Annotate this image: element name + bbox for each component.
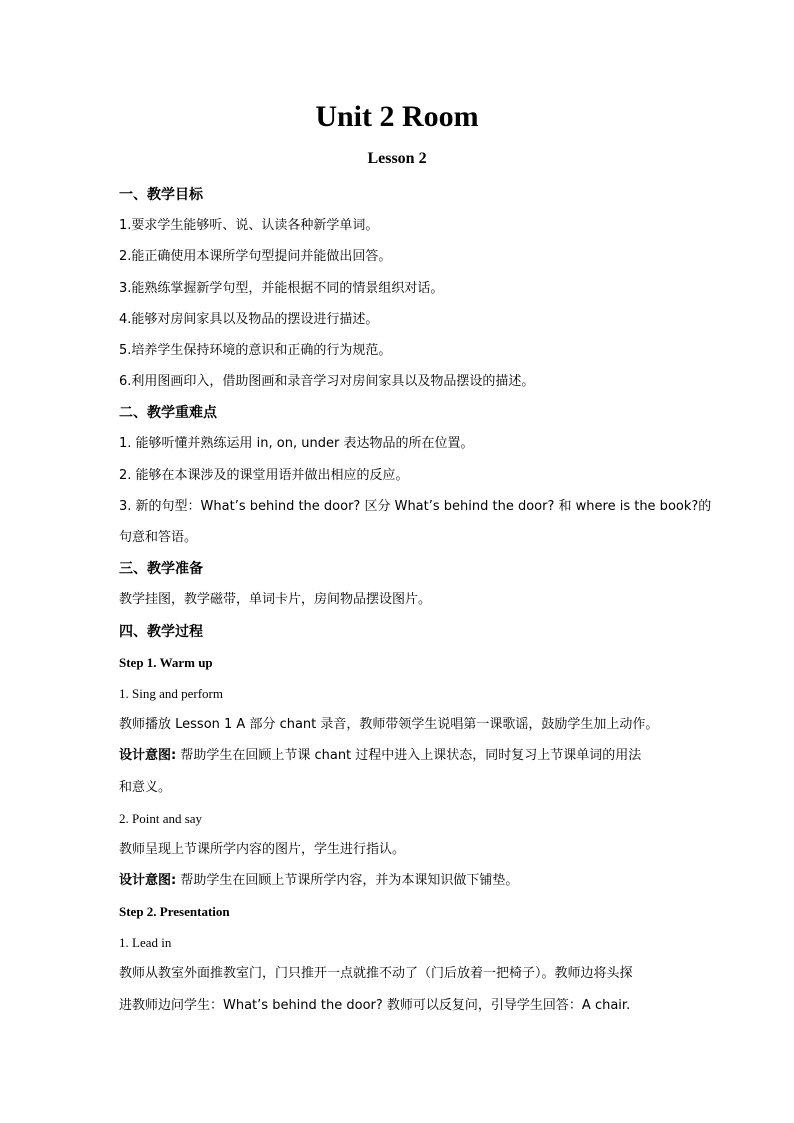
activity-description: 教师从教室外面推教室门，门只推开一点就推不动了（门后放着一把椅子）。教师边将头探: [119, 966, 633, 981]
key-point-item: 1. 能够听懂并熟练运用 in, on, under 表达物品的所在位置。: [119, 436, 474, 451]
objective-item: 6.利用图画印入，借助图画和录音学习对房间家具以及物品摆设的描述。: [119, 374, 535, 389]
document-title: Unit 2 Room: [315, 100, 479, 133]
lesson-subtitle: Lesson 2: [367, 150, 427, 167]
activity-title: 1. Lead in: [119, 935, 172, 950]
section-heading-preparation: 三、教学准备: [119, 561, 203, 577]
activity-description-continued: 进教师边问学生：What’s behind the door? 教师可以反复问，引导学生回答：A chair.: [119, 998, 631, 1013]
objective-item: 4.能够对房间家具以及物品的摆设进行描述。: [119, 312, 379, 327]
objective-item: 1.要求学生能够听、说、认读各种新学单词。: [119, 218, 379, 233]
design-intent-text: 帮助学生在回顾上节课 chant 过程中进入上课状态，同时复习上节课单词的用法: [176, 748, 642, 763]
section-heading-objectives: 一、教学目标: [119, 187, 203, 203]
activity-description: 教师呈现上节课所学内容的图片，学生进行指认。: [119, 842, 406, 857]
activity-description: 教师播放 Lesson 1 A 部分 chant 录音，教师带领学生说唱第一课歌谣，鼓励学生加上动作。: [119, 717, 659, 732]
design-intent-text: 帮助学生在回顾上节课所学内容，并为本课知识做下铺垫。: [176, 873, 519, 888]
activity-title: 2. Point and say: [119, 811, 203, 826]
design-intent-label: 设计意图:: [119, 873, 177, 888]
preparation-text: 教学挂图，教学磁带，单词卡片，房间物品摆设图片。: [119, 592, 432, 607]
design-intent-continued: 和意义。: [119, 780, 172, 795]
design-intent: [119, 871, 679, 891]
design-intent: [119, 746, 679, 766]
section-heading-process: 四、教学过程: [119, 624, 203, 640]
objective-item: 2.能正确使用本课所学句型提问并能做出回答。: [119, 249, 392, 264]
section-heading-key-points: 二、教学重难点: [119, 405, 217, 421]
key-point-item-continued: 句意和答语。: [119, 530, 198, 545]
key-point-item: 2. 能够在本课涉及的课堂用语并做出相应的反应。: [119, 468, 409, 483]
step-heading: Step 2. Presentation: [119, 904, 230, 919]
step-heading: Step 1. Warm up: [119, 655, 213, 670]
design-intent-label: 设计意图:: [119, 748, 177, 763]
objective-item: 5.培养学生保持环境的意识和正确的行为规范。: [119, 343, 392, 358]
activity-title: 1. Sing and perform: [119, 686, 223, 701]
objective-item: 3.能熟练掌握新学句型，并能根据不同的情景组织对话。: [119, 281, 444, 296]
key-point-item: 3. 新的句型：What’s behind the door? 区分 What’s behind the door? 和 where is the book?的: [119, 499, 712, 514]
